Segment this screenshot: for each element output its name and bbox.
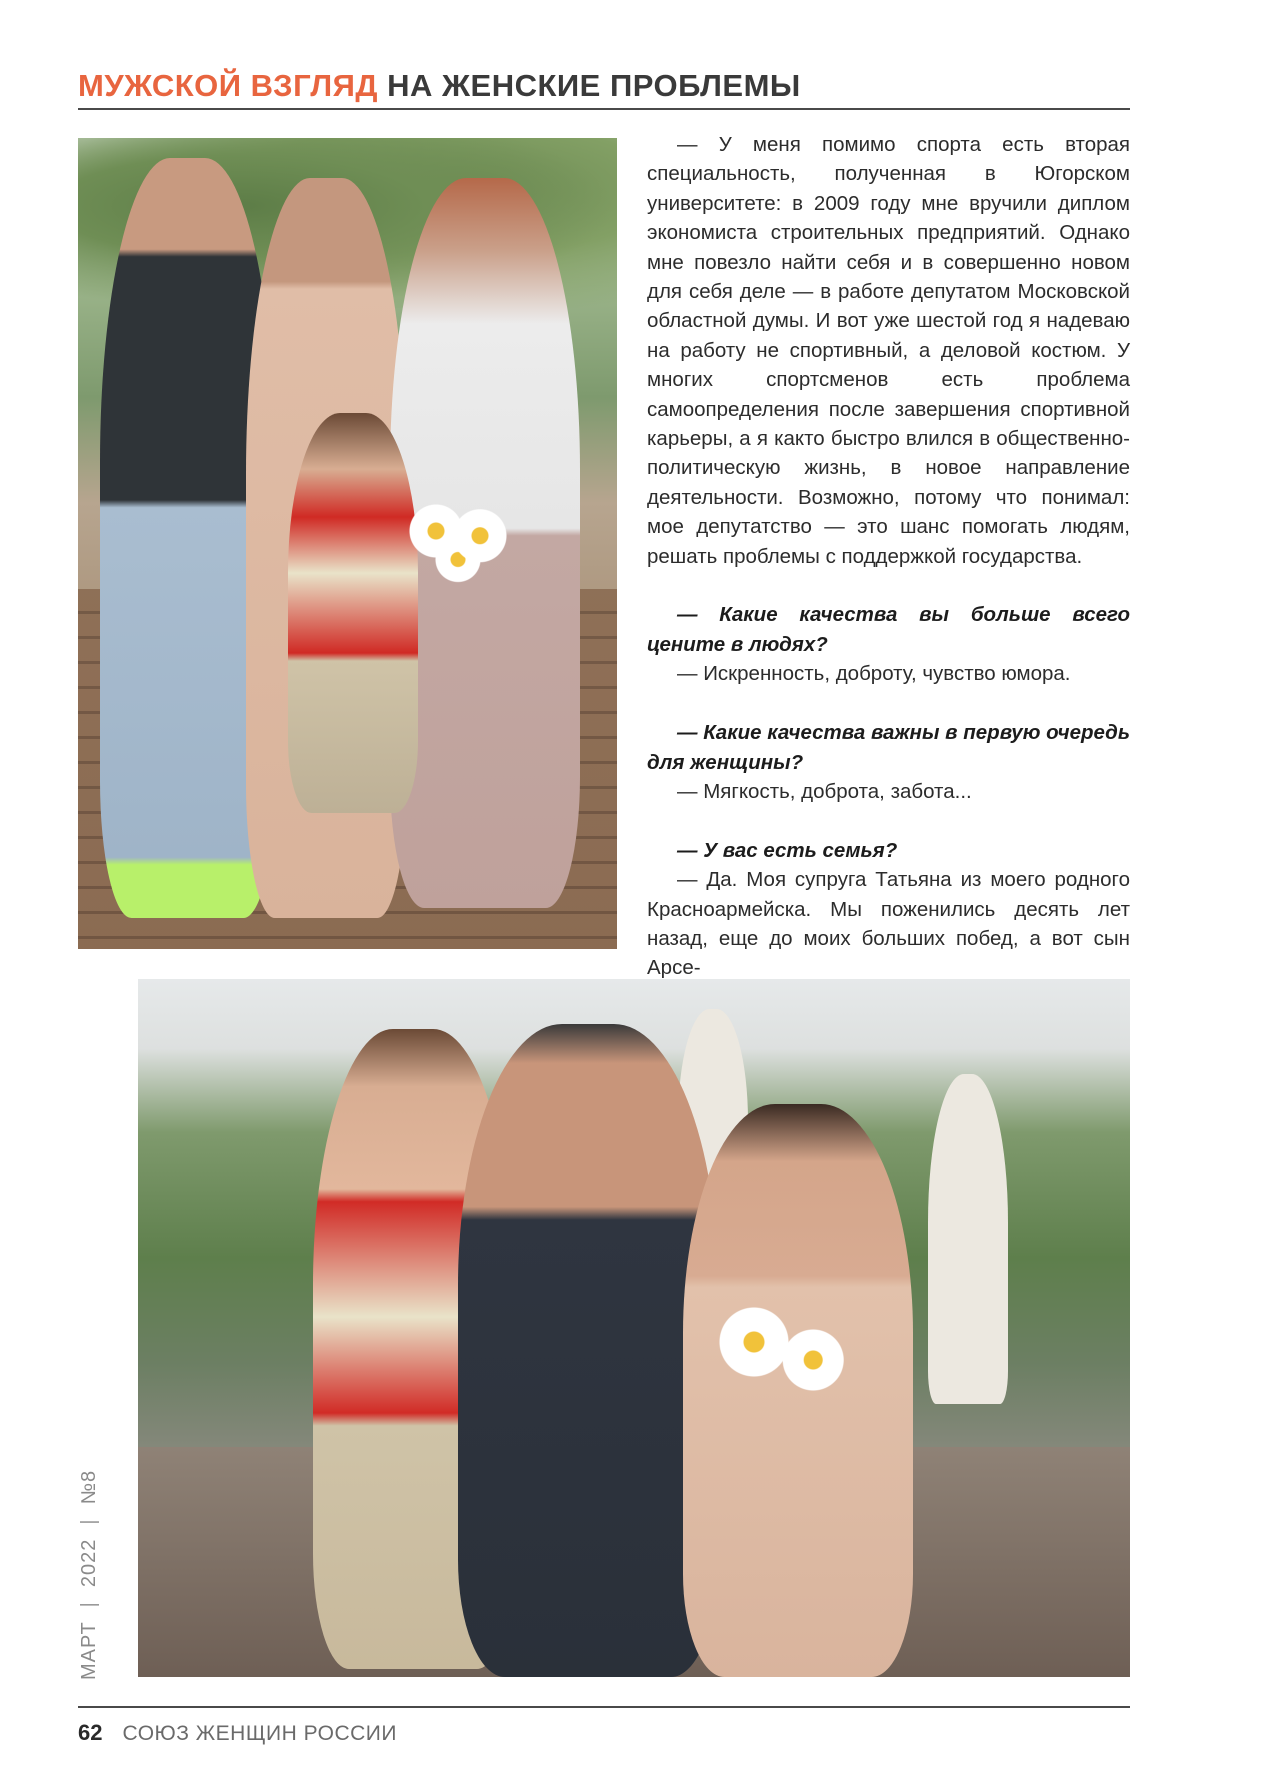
header-accent: МУЖСКОЙ ВЗГЛЯД — [78, 68, 378, 103]
photo-daisies — [403, 493, 513, 588]
father-son-photo — [138, 979, 1130, 1677]
photo-daisies — [698, 1294, 858, 1414]
header-rule — [78, 108, 1130, 110]
question-1: — Какие качества вы больше всего цените в людях? — [647, 603, 1130, 656]
sidebar-separator: | — [78, 1601, 100, 1608]
question-3: — У вас есть семья? — [677, 838, 898, 862]
magazine-name: СОЮЗ ЖЕНЩИН РОССИИ — [122, 1722, 397, 1745]
photo-figure-man — [458, 1024, 718, 1677]
question-2: — Какие качества важны в первую очередь для женщины? — [647, 721, 1130, 774]
footer-rule — [78, 1706, 1130, 1708]
issue-month: МАРТ — [78, 1621, 100, 1680]
issue-year: 2022 — [78, 1538, 100, 1588]
page-number: 62 — [78, 1720, 103, 1745]
issue-number: №8 — [78, 1469, 100, 1505]
answer-2: — Мягкость, доброта, забота... — [677, 779, 972, 803]
photo-umbrella — [928, 1074, 1008, 1404]
sidebar-separator: | — [78, 1518, 100, 1525]
article-paragraph: — У меня помимо спорта есть вторая специальность, полученная в Югорском университете: в 2009 году мне вручили диплом экономиста строительных предприятий. Однако мне повезло найти себя и в совершенно новом для себя деле — в работе депутатом Московской областной думы. И вот уже шестой год я надеваю на работу не спортивный, а деловой костюм. У многих спортсменов есть проблема самоопределения после завершения спортивной карьеры, а я както быстро влился в общественно-политическую жизнь, в новое направление деятельности. Возможно, потому что понимал: мое депутатство — это шанс помогать людям, решать проблемы с поддержкой государства. — [647, 133, 1130, 568]
answer-1: — Искренность, доброту, чувство юмора. — [677, 662, 1071, 686]
page-footer — [78, 1718, 397, 1748]
article-header — [78, 64, 1130, 108]
family-photo — [78, 138, 617, 949]
issue-sidebar — [78, 1470, 101, 1680]
photo-figure-boy — [288, 413, 418, 813]
answer-3: — Да. Моя супруга Татьяна из моего родного Красноармейска. Мы поженились десять лет назад, еще до моих больших побед, а вот сын Арсе- — [647, 868, 1130, 980]
article-column — [647, 130, 1130, 983]
header-rest: НА ЖЕНСКИЕ ПРОБЛЕМЫ — [387, 68, 801, 103]
